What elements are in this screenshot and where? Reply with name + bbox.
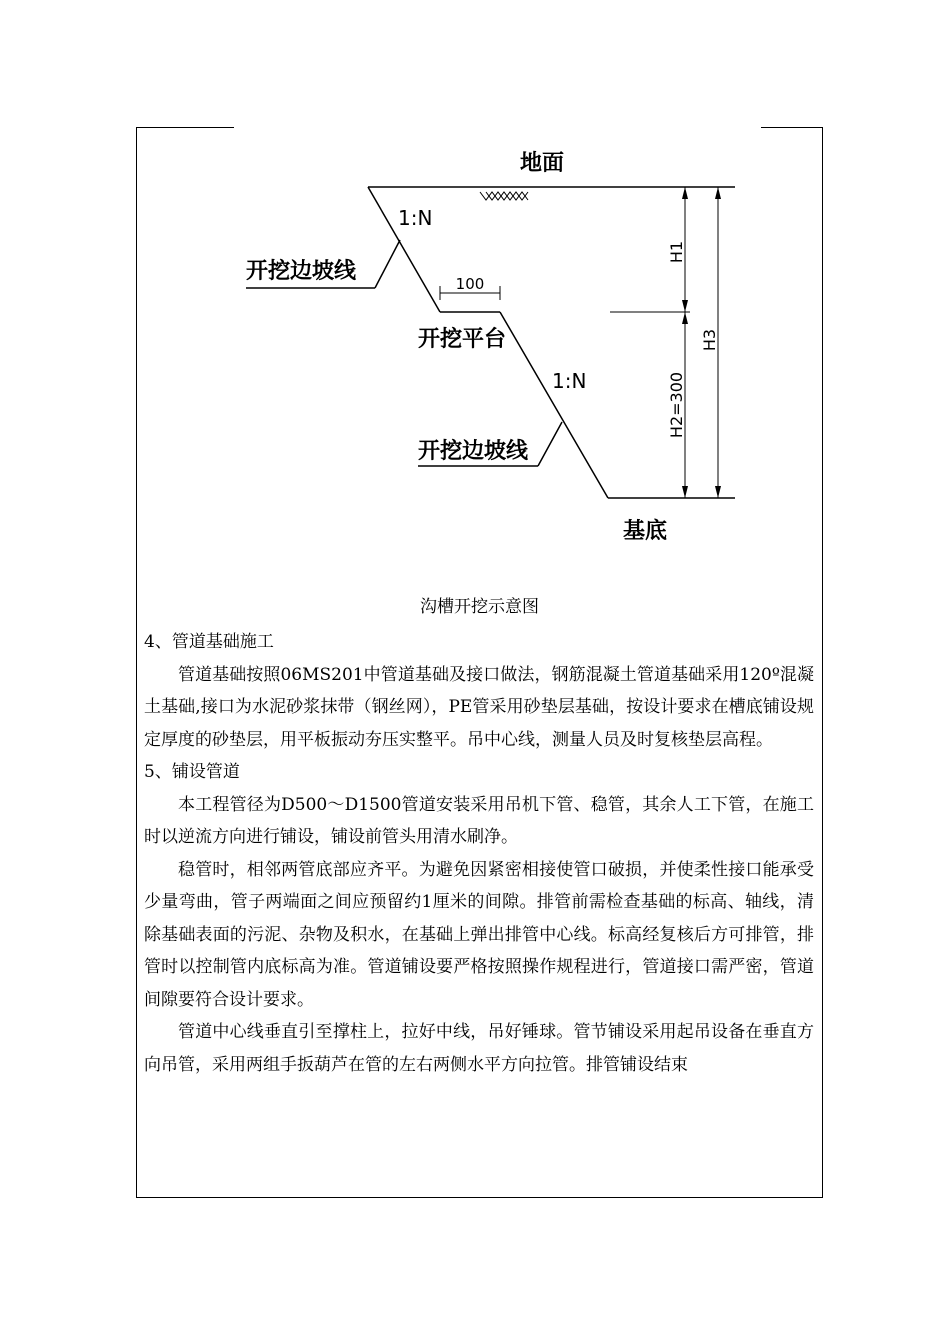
h1-label: H1 (667, 240, 686, 264)
soil-hatch-icon (480, 192, 528, 200)
h3-label: H3 (700, 328, 719, 352)
section-heading: 4、管道基础施工 (144, 632, 274, 652)
trench-excavation-diagram (230, 140, 770, 560)
frame-left-border (136, 127, 137, 1198)
ground-label: 地面 (519, 151, 565, 176)
paragraph: 管道基础按照06MS201中管道基础及接口做法，钢筋混凝土管道基础采用120º混凝土基础,接口为水泥砂浆抹带（钢丝网），PE管采用砂垫层基础，按设计要求在槽底铺设规定厚度的砂垫层，用平板振动夯压实整平。吊中心线，测量人员及时复核垫层高程。 (144, 664, 814, 750)
upper-slope-line-label: 开挖边坡线 (246, 259, 357, 284)
frame-right-border (822, 127, 823, 1198)
h2-label: H2=300 (667, 371, 686, 439)
paragraph: 本工程管径为D500～D1500管道安装采用吊机下管、稳管，其余人工下管，在施工时以逆流方向进行铺设，铺设前管头用清水刷净。 (144, 794, 814, 847)
lower-slope-line-label: 开挖边坡线 (418, 439, 529, 464)
upper-slope-ratio-label: 1:N (398, 206, 433, 230)
paragraph: 稳管时，相邻两管底部应齐平。为避免因紧密相接使管口破损，并使柔性接口能承受少量弯曲，管子两端面之间应预留约1厘米的间隙。排管前需检查基础的标高、轴线，清除基础表面的污泥、杂物及积水，在基础上弹出排管中心线。标高经复核后方可排管，排管时以控制管内底标高为准。管道铺设要严格按照操作规程进行，管道接口需严密，管道间隙要符合设计要求。 (144, 859, 814, 1010)
platform-label: 开挖平台 (418, 327, 507, 352)
frame-bottom-border (136, 1197, 823, 1198)
lower-slope-ratio-label: 1:N (552, 369, 587, 393)
diagram-caption: 沟槽开挖示意图 (420, 597, 539, 617)
base-label: 基底 (622, 519, 668, 544)
platform-width-label: 100 (455, 275, 485, 293)
paragraph: 管道中心线垂直引至撑柱上，拉好中线，吊好锤球。管节铺设采用起吊设备在垂直方向吊管，采用两组手扳葫芦在管的左右两侧水平方向拉管。排管铺设结束 (144, 1022, 814, 1075)
frame-top-right-edge (761, 127, 823, 128)
document-body (144, 626, 814, 1081)
frame-top-left-edge (136, 127, 234, 128)
section-heading: 5、铺设管道 (144, 762, 240, 782)
lower-slope-line (500, 312, 608, 498)
